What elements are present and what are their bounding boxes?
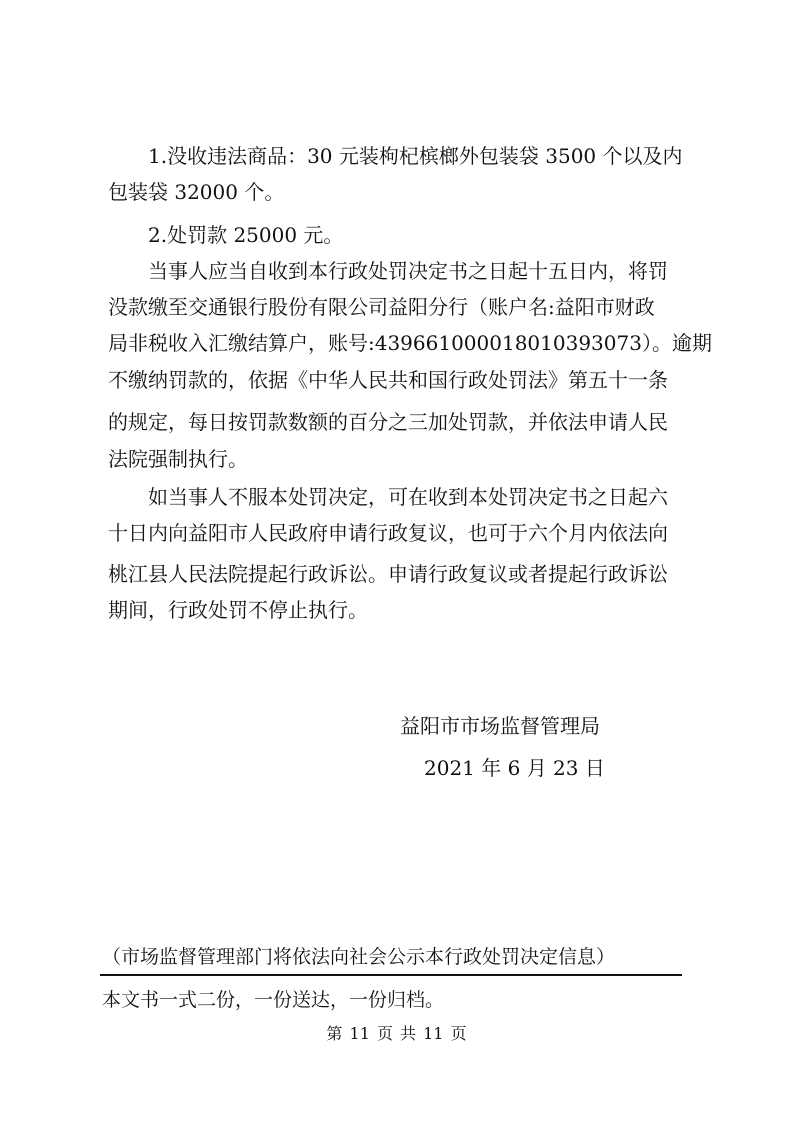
copies-note: 本文书一式二份，一份送达，一份归档。 — [102, 989, 445, 1011]
body-line-6: 局非税收入汇缴结算户，账号:439661000018010393073）。逾期 — [108, 331, 712, 355]
body-line-2: 包装袋 32000 个。 — [108, 180, 285, 204]
body-line-4: 当事人应当自收到本行政处罚决定书之日起十五日内，将罚 — [148, 259, 668, 283]
body-line-9: 法院强制执行。 — [108, 447, 248, 471]
public-disclosure-notice: （市场监督管理部门将依法向社会公示本行政处罚决定信息） — [102, 946, 616, 968]
body-line-10: 如当事人不服本处罚决定，可在收到本处罚决定书之日起六 — [148, 485, 668, 509]
body-line-13: 期间，行政处罚不停止执行。 — [108, 598, 368, 622]
body-line-7: 不缴纳罚款的，依据《中华人民共和国行政处罚法》第五十一条 — [108, 368, 668, 392]
issuer-name: 益阳市市场监督管理局 — [400, 714, 600, 738]
body-line-8: 的规定，每日按罚款数额的百分之三加处罚款，并依法申请人民 — [108, 410, 668, 434]
body-line-5: 没款缴至交通银行股份有限公司益阳分行（账户名:益阳市财政 — [108, 295, 655, 319]
body-line-12: 桃江县人民法院提起行政诉讼。申请行政复议或者提起行政诉讼 — [108, 562, 668, 586]
footer-divider — [100, 974, 682, 976]
body-line-3: 2.处罚款 25000 元。 — [148, 223, 344, 247]
page-number: 第 11 页 共 11 页 — [326, 1024, 467, 1043]
issue-date: 2021 年 6 月 23 日 — [424, 756, 605, 780]
body-line-1: 1.没收违法商品：30 元装枸杞槟榔外包装袋 3500 个以及内 — [148, 144, 683, 168]
body-line-11: 十日内向益阳市人民政府申请行政复议，也可于六个月内依法向 — [108, 521, 668, 545]
